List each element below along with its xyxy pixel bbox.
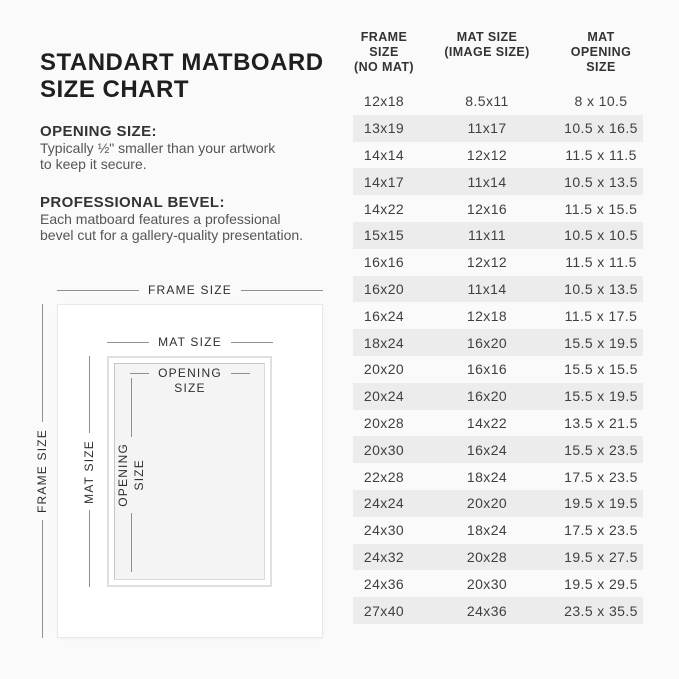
- leader-line: [89, 510, 90, 587]
- table-row: [353, 383, 643, 410]
- cell-opening-size: 10.5 x 10.5: [564, 227, 638, 244]
- size-table-header: [353, 30, 643, 75]
- table-row: [353, 302, 643, 329]
- cell-mat-size: 12x12: [466, 254, 508, 271]
- table-row: [353, 142, 643, 169]
- table-row: [353, 517, 643, 544]
- mat-size-label-text: MAT SIZE: [158, 335, 222, 349]
- table-row: [353, 168, 643, 195]
- cell-frame-size: 20x30: [363, 441, 405, 458]
- cell-mat-size: 20x20: [466, 495, 508, 512]
- cell-opening-size: 15.5 x 19.5: [564, 388, 638, 405]
- cell-opening-size: 15.5 x 23.5: [564, 441, 638, 458]
- opening-size-label-line2: SIZE: [174, 381, 206, 395]
- page-title-line1: STANDART MATBOARD: [40, 49, 324, 77]
- size-table: [353, 30, 643, 619]
- table-row: [353, 570, 643, 597]
- cell-frame-size: 27x40: [363, 602, 405, 619]
- mat-size-vertical-label: [82, 356, 96, 587]
- cell-frame-size: 12x18: [363, 93, 405, 110]
- table-row: [353, 329, 643, 356]
- opening-size-label-line1: OPENING: [116, 443, 130, 507]
- table-row: [353, 276, 643, 303]
- cell-frame-size: 24x24: [363, 495, 405, 512]
- cell-mat-size: 20x28: [466, 548, 508, 565]
- leader-line: [241, 290, 323, 291]
- cell-frame-size: 14x14: [363, 146, 405, 163]
- frame-size-horizontal-label: [57, 283, 323, 297]
- opening-size-label-line2: SIZE: [132, 459, 146, 491]
- opening-size-label-line1: OPENING: [158, 366, 222, 380]
- frame-size-label-text: FRAME SIZE: [148, 283, 233, 297]
- professional-bevel-body-line2: bevel cut for a gallery-quality presentation.: [40, 226, 304, 243]
- cell-frame-size: 14x17: [363, 173, 405, 190]
- opening-size-vertical-label: [118, 378, 144, 572]
- cell-opening-size: 10.5 x 13.5: [564, 280, 638, 297]
- professional-bevel-heading: PROFESSIONAL BEVEL:: [40, 194, 225, 211]
- leader-line: [131, 378, 132, 437]
- cell-mat-size: 20x30: [466, 575, 508, 592]
- cell-mat-size: 12x18: [466, 307, 508, 324]
- header-mat-size: MAT SIZE (IMAGE SIZE): [444, 30, 530, 59]
- opening-size-heading: OPENING SIZE:: [40, 123, 157, 140]
- table-row: [353, 463, 643, 490]
- leader-line: [107, 342, 149, 343]
- cell-mat-size: 12x16: [466, 200, 508, 217]
- cell-mat-size: 11x14: [467, 173, 507, 190]
- cell-frame-size: 24x30: [363, 522, 405, 539]
- cell-opening-size: 11.5 x 11.5: [565, 254, 637, 271]
- cell-frame-size: 16x20: [363, 280, 405, 297]
- cell-frame-size: 22x28: [363, 468, 405, 485]
- opening-size-body-line1: Typically ½" smaller than your artwork: [40, 140, 276, 156]
- leader-line: [42, 520, 43, 638]
- frame-size-label-text: FRAME SIZE: [35, 429, 49, 514]
- page-title-line2: SIZE CHART: [40, 76, 189, 104]
- cell-opening-size: 19.5 x 29.5: [564, 575, 638, 592]
- cell-frame-size: 14x22: [363, 200, 405, 217]
- table-row: [353, 195, 643, 222]
- cell-opening-size: 17.5 x 23.5: [564, 522, 638, 539]
- table-row: [353, 436, 643, 463]
- leader-line: [89, 356, 90, 433]
- leader-line: [231, 373, 250, 374]
- cell-mat-size: 11x11: [467, 227, 507, 244]
- table-row: [353, 115, 643, 142]
- size-table-body: [353, 88, 643, 624]
- table-row: [353, 88, 643, 115]
- cell-mat-size: 8.5x11: [465, 93, 509, 110]
- cell-frame-size: 16x16: [363, 254, 405, 271]
- cell-opening-size: 11.5 x 15.5: [564, 200, 638, 217]
- cell-mat-size: 16x16: [466, 361, 508, 378]
- cell-frame-size: 24x32: [363, 548, 405, 565]
- cell-opening-size: 15.5 x 15.5: [564, 361, 638, 378]
- cell-frame-size: 18x24: [363, 334, 405, 351]
- cell-opening-size: 11.5 x 11.5: [565, 146, 637, 163]
- leader-line: [131, 513, 132, 572]
- table-row: [353, 222, 643, 249]
- cell-opening-size: 10.5 x 16.5: [564, 120, 638, 137]
- cell-opening-size: 23.5 x 35.5: [564, 602, 638, 619]
- header-frame-size: FRAME SIZE (NO MAT): [354, 30, 414, 74]
- cell-mat-size: 16x20: [466, 388, 508, 405]
- professional-bevel-body-line1: Each matboard features a professional: [40, 211, 281, 227]
- opening-size-label-text: [158, 366, 222, 396]
- cell-mat-size: 16x24: [466, 441, 508, 458]
- table-row: [353, 597, 643, 624]
- cell-mat-size: 18x24: [466, 468, 508, 485]
- cell-opening-size: 13.5 x 21.5: [564, 414, 638, 431]
- table-row: [353, 249, 643, 276]
- cell-opening-size: 15.5 x 19.5: [564, 334, 638, 351]
- cell-opening-size: 19.5 x 27.5: [564, 548, 638, 565]
- leader-line: [231, 342, 273, 343]
- cell-mat-size: 14x22: [466, 414, 508, 431]
- cell-frame-size: 20x24: [363, 388, 405, 405]
- cell-opening-size: 11.5 x 17.5: [564, 307, 638, 324]
- cell-frame-size: 20x28: [363, 414, 405, 431]
- cell-frame-size: 24x36: [363, 575, 405, 592]
- opening-size-horizontal-label: [130, 366, 250, 396]
- cell-opening-size: 10.5 x 13.5: [564, 173, 638, 190]
- cell-frame-size: 16x24: [363, 307, 405, 324]
- mat-size-label-text: MAT SIZE: [82, 439, 96, 504]
- cell-mat-size: 12x12: [466, 146, 508, 163]
- table-row: [353, 410, 643, 437]
- cell-mat-size: 16x20: [466, 334, 508, 351]
- leader-line: [42, 304, 43, 422]
- frame-size-vertical-label: [35, 304, 49, 638]
- leader-line: [57, 290, 139, 291]
- header-mat-opening-size: MAT OPENING SIZE: [570, 30, 632, 74]
- cell-frame-size: 15x15: [363, 227, 405, 244]
- cell-mat-size: 11x17: [467, 120, 507, 137]
- cell-frame-size: 20x20: [363, 361, 405, 378]
- leader-line: [130, 373, 149, 374]
- cell-mat-size: 18x24: [466, 522, 508, 539]
- mat-size-horizontal-label: [107, 335, 273, 349]
- cell-opening-size: 17.5 x 23.5: [564, 468, 638, 485]
- cell-mat-size: 24x36: [466, 602, 508, 619]
- opening-size-label-text: [116, 443, 146, 507]
- table-row: [353, 356, 643, 383]
- cell-mat-size: 11x14: [467, 280, 507, 297]
- opening-size-body-line2: to keep it secure.: [40, 155, 147, 172]
- cell-opening-size: 8 x 10.5: [574, 93, 628, 110]
- cell-opening-size: 19.5 x 19.5: [564, 495, 638, 512]
- cell-frame-size: 13x19: [363, 120, 405, 137]
- table-row: [353, 490, 643, 517]
- table-row: [353, 544, 643, 571]
